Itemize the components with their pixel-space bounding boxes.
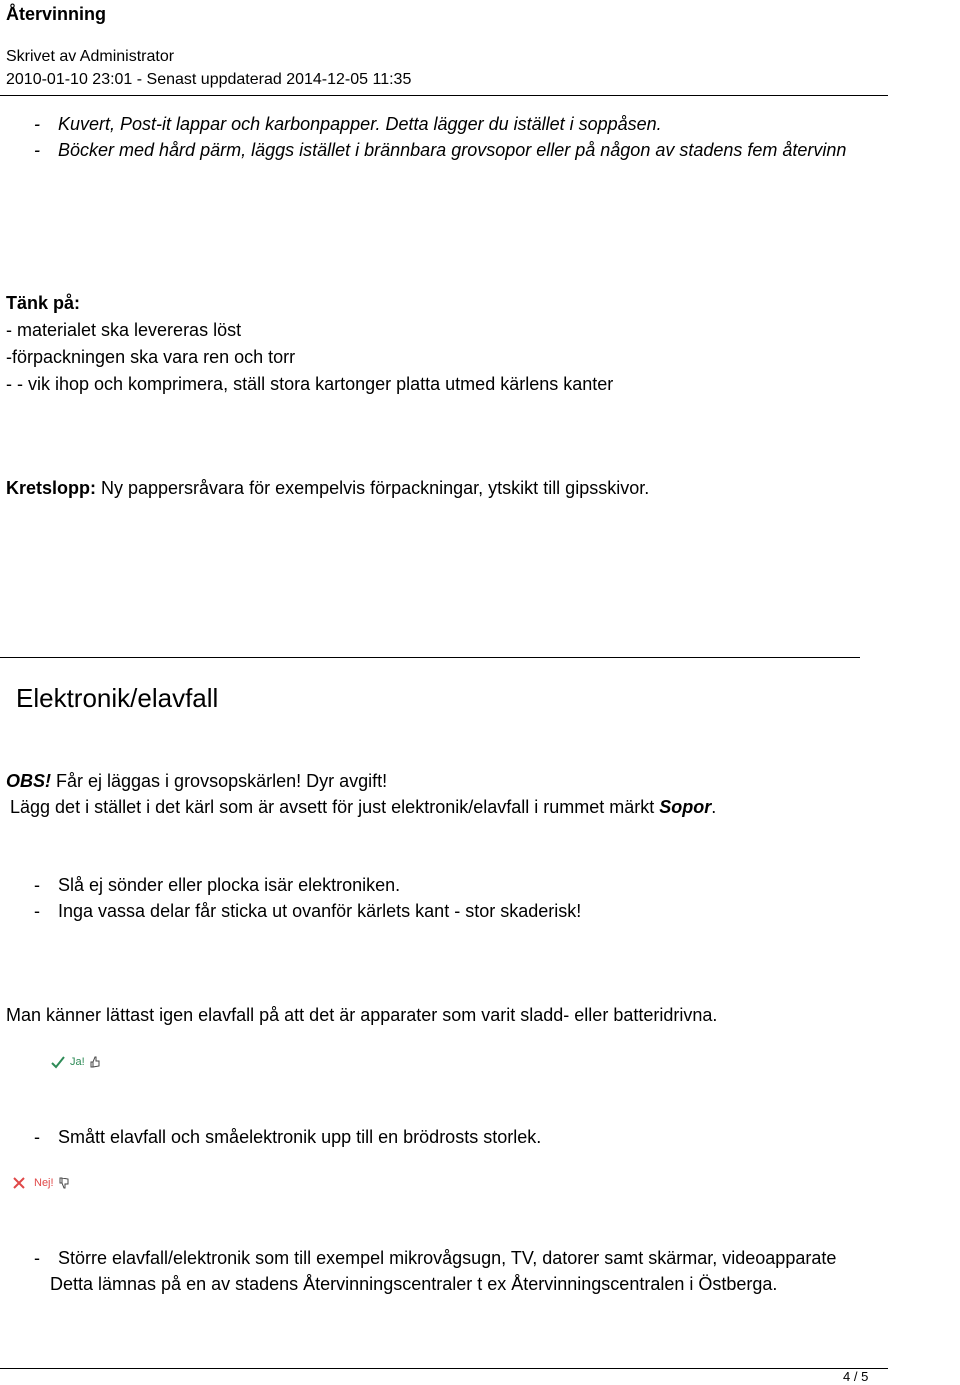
list-item-continuation: Detta lämnas på en av stadens Återvinningscentraler t ex Återvinningscentralen i Östberga. bbox=[50, 1274, 778, 1294]
header-divider bbox=[0, 95, 888, 96]
yes-marker bbox=[50, 1054, 101, 1070]
cycle-line: Kretslopp: Ny pappersråvara för exempelvis förpackningar, ytskikt till gipsskivor. bbox=[6, 478, 650, 498]
think-line: - - vik ihop och komprimera, ställ stora kartonger platta utmed kärlens kanter bbox=[6, 374, 614, 394]
list-item: - Smått elavfall och småelektronik upp till en brödrosts storlek. bbox=[34, 1127, 542, 1147]
page-title: Återvinning bbox=[6, 4, 107, 24]
list-item: - Böcker med hård pärm, läggs istället i brännbara grovsopor eller på någon av stadens fem återvinn bbox=[34, 140, 847, 160]
section-divider bbox=[0, 657, 860, 658]
list-item: - Slå ej sönder eller plocka isär elektroniken. bbox=[34, 875, 401, 895]
footer-divider bbox=[0, 1368, 888, 1369]
list-item: - Större elavfall/elektronik som till exempel mikrovågsugn, TV, datorer samt skärmar, videoapparate bbox=[34, 1248, 837, 1268]
think-line: - materialet ska levereras löst bbox=[6, 320, 242, 340]
yes-label: Ja! bbox=[70, 1056, 85, 1068]
obs-line: OBS! Får ej läggas i grovsopskärlen! Dyr avgift! bbox=[6, 771, 388, 791]
page-number: 4 / 5 bbox=[843, 1369, 869, 1384]
think-line: -förpackningen ska vara ren och torr bbox=[6, 347, 296, 367]
no-marker bbox=[12, 1176, 70, 1190]
think-heading: Tänk på: bbox=[6, 293, 81, 313]
no-label: Nej! bbox=[34, 1177, 54, 1189]
thumbs-up-icon bbox=[89, 1056, 101, 1068]
cross-icon bbox=[12, 1176, 26, 1190]
date-line: 2010-01-10 23:01 - Senast uppdaterad 2014-12-05 11:35 bbox=[6, 71, 412, 88]
list-item: - Kuvert, Post-it lappar och karbonpapper. Detta lägger du istället i soppåsen. bbox=[34, 114, 662, 134]
check-icon bbox=[50, 1054, 66, 1070]
list-item: - Inga vassa delar får sticka ut ovanför kärlets kant - stor skaderisk! bbox=[34, 901, 582, 921]
author-line: Skrivet av Administrator bbox=[6, 48, 175, 65]
thumbs-down-icon bbox=[58, 1177, 70, 1189]
place-line: Lägg det i stället i det kärl som är avsett för just elektronik/elavfall i rummet märkt Sopor. bbox=[10, 797, 717, 817]
recognize-line: Man känner lättast igen elavfall på att det är apparater som varit sladd- eller batteridrivna. bbox=[6, 1005, 718, 1025]
section-heading: Elektronik/elavfall bbox=[16, 683, 219, 713]
